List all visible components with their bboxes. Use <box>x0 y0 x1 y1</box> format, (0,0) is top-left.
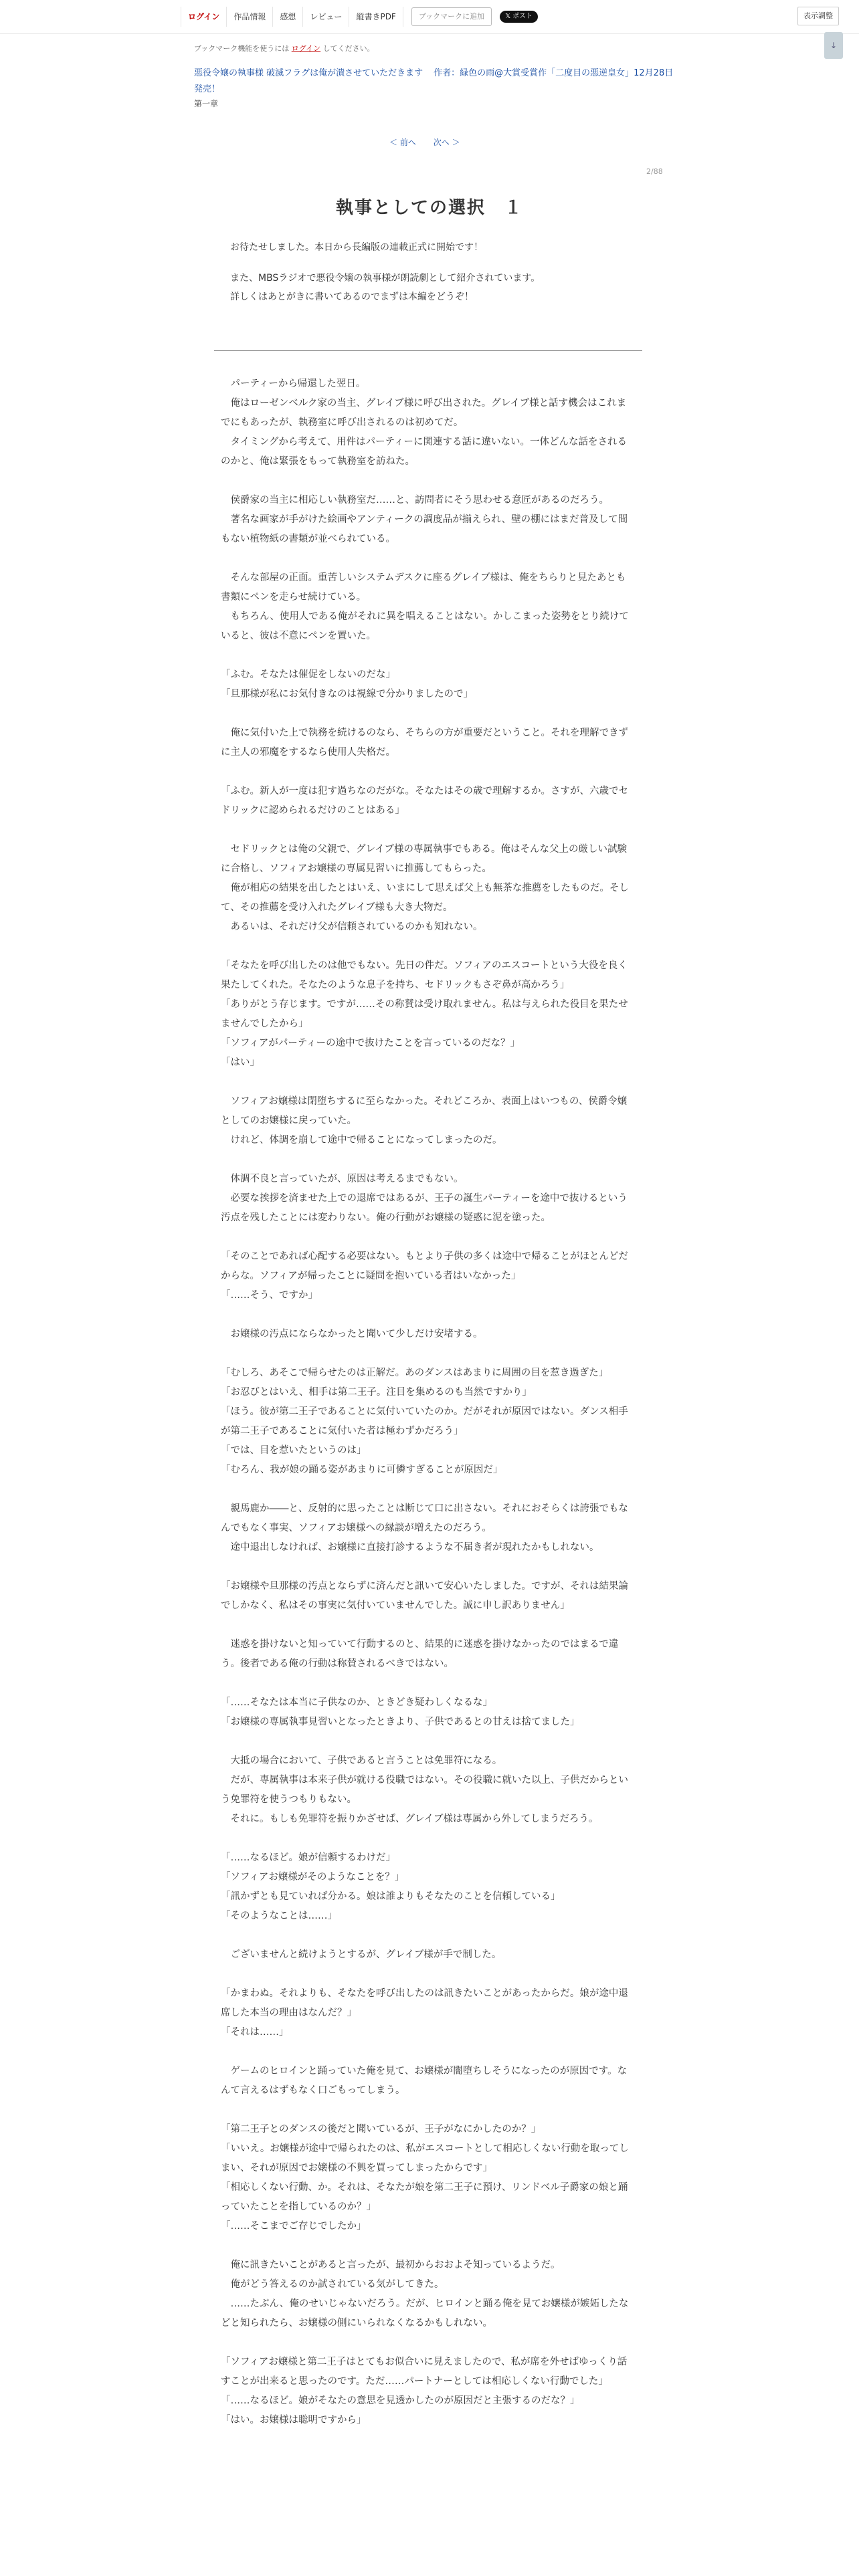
body-line: 「第二王子とのダンスの後だと聞いているが、王子がなにかしたのか？」 <box>221 2124 541 2135</box>
preface <box>221 238 649 306</box>
body-line: 親馬鹿か――と、反射的に思ったことは断じて口に出さない。それにおそらくは誇張でもなんでもなく事実、ソフィアお嬢様への縁談が増えたのだろう。 <box>221 1503 628 1533</box>
body-line: 「では、目を惹いたというのは」 <box>221 1445 367 1456</box>
paragraph-gap <box>221 937 636 956</box>
body-line: 「むしろ、あそこで帰らせたのは正解だ。あのダンスはあまりに周囲の目を惹き過ぎた」 <box>221 1368 609 1378</box>
body-paragraph <box>221 568 636 646</box>
body-line: もちろん、使用人である俺がそれに異を唱えることはない。かしこまった姿勢をとり続けていると、彼は不意にペンを置いた。 <box>221 611 629 641</box>
body-line: 「……なるほど。娘が信頼するわけだ」 <box>221 1852 395 1863</box>
body-line: お嬢様の汚点にならなかったと聞いて少しだけ安堵する。 <box>230 1329 483 1339</box>
nav-vertical-pdf-link[interactable]: 縦書きPDF <box>349 7 403 27</box>
body-line: 「お忍びとはいえ、相手は第二王子。注目を集めるのも当然ですかり」 <box>221 1387 532 1398</box>
body-line: 迷惑を掛けないと知っていて行動するのと、結果的に迷惑を掛けなかったのではまるで違う。後者である俺の行動は称賛されるべきではない。 <box>221 1639 619 1669</box>
body-paragraph <box>221 724 636 762</box>
novel-title-link[interactable]: 悪役令嬢の執事様 破滅フラグは俺が潰させていただきます <box>194 68 423 78</box>
body-paragraph <box>221 1635 636 1674</box>
paragraph-gap <box>221 762 636 782</box>
nav-impressions-link[interactable]: 感想 <box>273 7 303 27</box>
body-line: 「それは……」 <box>221 2027 289 2038</box>
body-paragraph <box>221 1325 636 1344</box>
body-line: ……たぶん、俺のせいじゃないだろう。だが、ヒロインと踊る俺を見てお嬢様が嫉妬したなどと知られたら、お嬢様の側にいられなくなるかもしれない。 <box>221 2298 629 2329</box>
body-line: 「……そこまでご存じでしたか」 <box>221 2221 367 2232</box>
body-paragraph <box>221 1092 636 1150</box>
body-paragraph <box>221 840 636 937</box>
body-line: ソフィアお嬢様は閉堕ちするに至らなかった。それどころか、表面上はいつもの、侯爵令嬢としてのお嬢様に戻っていた。 <box>221 1096 628 1126</box>
paragraph-gap <box>221 549 636 568</box>
body-line: そんな部屋の正面。重苦しいシステムデスクに座るグレイブ様は、俺をちらりと見たあとも書類にペンを走らせ続けている。 <box>221 572 626 603</box>
body-line: 「そなたを呼び出したのは他でもない。先日の件だ。ソフィアのエスコートという大役を良く果たしてくれた。そなたのような息子を持ち、セドリックもさぞ鼻が高かろう」 <box>221 960 628 990</box>
body-line: ございませんと続けようとするが、グレイブ様が手で制した。 <box>230 1949 502 1960</box>
body-line: 「……そう、ですか」 <box>221 1290 318 1301</box>
body-line: 「いいえ。お嬢様が途中で帰られたのは、私がエスコートとして相応しくない行動を取ってしまい、それが原因でお嬢様の不興を買ってしまったからです」 <box>221 2143 629 2173</box>
body-line: 必要な挨拶を済ませた上での退席ではあるが、王子の誕生パーティーを途中で抜けるという汚点を残したことには変わりない。俺の行動がお嬢様の疑惑に泥を塗った。 <box>221 1193 628 1223</box>
body-line: 「お嬢様や旦那様の汚点とならずに済んだと訊いて安心いたしました。ですが、それは結果論でしかなく、私はその事実に気付いていませんでした。誠に申し訳ありません」 <box>221 1581 628 1611</box>
paragraph-gap <box>221 1965 636 1984</box>
preface-line <box>221 257 649 269</box>
paragraph-gap <box>221 1073 636 1092</box>
body-line: 「ソフィアお嬢様と第二王子はとてもお似合いに見えましたので、私が席を外せばゆっくり話すことが出来ると思ったのです。ただ……パートナーとしては相応しくない行動でした」 <box>221 2357 628 2387</box>
body-line: 「そのことであれば心配する必要はない。もとより子供の多くは途中で帰ることがほとんどだからな。ソフィアが帰ったことに疑問を抱いている者はいなかった」 <box>221 1251 628 1281</box>
body-line: 「相応しくない行動、か。それは、そなたが娘を第二王子に預け、リンドベル子爵家の娘と踊っていたことを指しているのか？」 <box>221 2182 628 2212</box>
paragraph-gap <box>221 1558 636 1577</box>
paragraph-gap <box>221 1926 636 1945</box>
body-line: 「ふむ。新人が一度は犯す過ちなのだがな。そなたはその歳で理解するか。さすが、六歳でセドリックに認められるだけのことはある」 <box>221 786 628 816</box>
body-paragraph <box>221 2062 636 2101</box>
body-paragraph <box>221 1984 636 2042</box>
paragraph-gap <box>221 471 636 491</box>
paragraph-gap <box>221 1150 636 1170</box>
body-line: 「ほう。彼が第二王子であることに気付いていたのか。だがそれが原因ではない。ダンス相手が第二王子であることに気付いた者は極わずかだろう」 <box>221 1406 628 1436</box>
body-line: 「ソフィアがパーティーの途中で抜けたことを言っているのだな？」 <box>221 1038 520 1049</box>
bookmark-login-link[interactable]: ログイン <box>291 44 321 53</box>
body-line: 「むろん、我が娘の踊る姿があまりに可憐すぎることが原因だ」 <box>221 1465 503 1475</box>
paragraph-gap <box>221 1480 636 1499</box>
body-line: セドリックとは俺の父親で、グレイブ様の専属執事でもある。俺はそんな父上の厳しい試験に合格し、ソフィアお嬢様の専属見習いに推薦してもらった。 <box>221 844 627 874</box>
x-logo-icon: 𝕏 <box>505 13 511 20</box>
paragraph-gap <box>221 646 636 665</box>
arrow-down-icon: ↓ <box>830 41 838 50</box>
body-line: あるいは、それだけ父が信頼されているのかも知れない。 <box>230 922 483 932</box>
body-line: けれど、体調を崩して途中で帰ることになってしまったのだ。 <box>230 1135 502 1146</box>
body-line: タイミングから考えて、用件はパーティーに関連する話に違いない。一体どんな話をされるのかと、俺は緊張をもって執務室を訪ねた。 <box>221 437 627 467</box>
body-line: 俺はローゼンベルク家の当主、グレイブ様に呼び出された。グレイブ様と話す機会はこれまでにもあったが、執務室に呼び出されるのは初めてだ。 <box>221 398 627 428</box>
body-paragraph <box>221 1499 636 1558</box>
body-line: 大抵の場合において、子供であると言うことは免罪符になる。 <box>230 1755 502 1766</box>
body-line: 俺に訊きたいことがあると言ったが、最初からおおよそ知っているようだ。 <box>230 2260 561 2270</box>
paragraph-gap <box>221 1674 636 1693</box>
bookmark-note-text: ブックマーク機能を使うには <box>194 44 292 53</box>
preface-line: また、MBSラジオで悪役令嬢の執事様が朗読劇として紹介されています。 <box>230 273 541 284</box>
x-post-button[interactable] <box>500 11 538 23</box>
body-line: 「はい」 <box>221 1057 260 1068</box>
paragraph-gap <box>221 2101 636 2120</box>
body-line: 俺が相応の結果を出したとはいえ、いまにして思えば父上も無茶な推薦をしたものだ。そして、その推薦を受け入れたグレイブ様も大き大物だ。 <box>221 883 629 913</box>
paragraph-gap <box>221 1228 636 1247</box>
body-paragraph <box>221 491 636 549</box>
bookmark-note <box>194 43 375 53</box>
body-line: だが、専属執事は本来子供が就ける役職ではない。その役職に就いた以上、子供だからという免罪符を使うつもりもない。 <box>221 1775 628 1805</box>
main-nav <box>181 7 538 27</box>
body-paragraph <box>221 1945 636 1965</box>
body-paragraph <box>221 956 636 1073</box>
body-line: 途中退出しなければ、お嬢様に直接打診するような不届き者が現れたかもしれない。 <box>230 1542 599 1553</box>
body-paragraph <box>221 665 636 704</box>
body-paragraph <box>221 1751 636 1829</box>
body-paragraph <box>221 1247 636 1305</box>
body-paragraph <box>221 2353 636 2430</box>
chapter-label: 第一章 <box>194 99 219 108</box>
body-paragraph <box>221 1848 636 1926</box>
preface-divider <box>214 350 642 351</box>
episode-pager <box>385 135 464 149</box>
novel-info <box>194 66 676 98</box>
body-paragraph <box>221 1693 636 1732</box>
body-line: 「かまわぬ。それよりも、そなたを呼び出したのは訊きたいことがあったからだ。娘が途中退席した本当の理由はなんだ？」 <box>221 1988 628 2018</box>
body-line: ゲームのヒロインと踊っていた俺を見て、お嬢様が闇堕ちしそうになったのが原因です。なんて言えるはずもなく口ごもってしまう。 <box>221 2066 628 2096</box>
nav-review-link[interactable]: レビュー <box>303 7 349 27</box>
body-line: それに。もしも免罪符を振りかざせば、グレイブ様は専属から外してしまうだろう。 <box>230 1814 599 1824</box>
bookmark-add-button[interactable]: ブックマークに追加 <box>411 7 492 26</box>
body-line: 「……そなたは本当に子供なのか、ときどき疑わしくなるな」 <box>221 1697 492 1708</box>
body-line: 「……なるほど。娘がそなたの意思を見透かしたのが原因だと主張するのだな？」 <box>221 2395 580 2406</box>
scroll-down-button[interactable] <box>824 32 843 59</box>
bookmark-note-text-end: してください。 <box>320 44 375 53</box>
display-settings-button[interactable]: 表示調整 <box>797 7 839 25</box>
body-line: 「はい。お嬢様は聡明ですから」 <box>221 2415 367 2426</box>
body-paragraph <box>221 1364 636 1480</box>
nav-login-link[interactable]: ログイン <box>181 7 227 27</box>
body-line: 侯爵家の当主に相応しい執務室だ……と、訪問者にそう思わせる意匠があるのだろう。 <box>230 495 609 506</box>
body-line: 体調不良と言っていたが、原因は考えるまでもない。 <box>230 1174 464 1184</box>
top-bar <box>0 0 859 34</box>
author-link[interactable]: 作者：緑色の雨@大賞受賞作「二度目の悪逆皇女」12月28日発売！ <box>194 68 674 94</box>
body-line: 「お嬢様の専属執事見習いとなったときより、子供であるとの甘えは捨てました」 <box>221 1717 580 1727</box>
paragraph-gap <box>221 1616 636 1635</box>
body-line: 「ソフィアお嬢様がそのようなことを？」 <box>221 1872 405 1883</box>
paragraph-gap <box>221 704 636 724</box>
paragraph-gap <box>221 2236 636 2256</box>
body-line: 「ありがとう存じます。ですが……その称賛は受け取れません。私は与えられた役目を果たせませんでしたから」 <box>221 999 628 1029</box>
body-line: 「そのようなことは……」 <box>221 1911 337 1921</box>
body-paragraph <box>221 374 636 471</box>
body-line: パーティーから帰還した翌日。 <box>230 379 366 389</box>
paragraph-gap <box>221 2333 636 2353</box>
page-number: 2/88 <box>646 167 663 176</box>
episode-title: 執事としての選択 １ <box>335 198 523 218</box>
body-paragraph <box>221 2256 636 2333</box>
body-line: 俺がどう答えるのか試されている気がしてきた。 <box>230 2279 444 2290</box>
body-line: 著名な画家が手がけた絵画やアンティークの調度品が揃えられ、壁の棚にはまだ普及して間もない植物紙の書類が並べられている。 <box>221 514 628 544</box>
paragraph-gap <box>221 1344 636 1364</box>
paragraph-gap <box>221 2042 636 2062</box>
next-episode-link[interactable]: 次へ ＞ <box>433 138 460 147</box>
paragraph-gap <box>221 1829 636 1848</box>
paragraph-gap <box>221 821 636 840</box>
paragraph-gap <box>221 1732 636 1751</box>
preface-line: 詳しくはあとがきに書いてあるのでまずは本編をどうぞ！ <box>230 292 474 302</box>
body-line: 俺に気付いた上で執務を続けるのなら、そちらの方が重要だということ。それを理解できずに主人の邪魔をするなら使用人失格だ。 <box>221 728 628 758</box>
body-line: 「訊かずとも見ていれば分かる。娘は誰よりもそなたのことを信頼している」 <box>221 1891 561 1902</box>
prev-episode-link[interactable]: ＜ 前へ <box>389 138 416 147</box>
nav-novel-info-link[interactable]: 作品情報 <box>227 7 273 27</box>
body-paragraph <box>221 1577 636 1616</box>
paragraph-gap <box>221 1305 636 1325</box>
episode-body <box>221 374 636 2430</box>
body-line: 「旦那様が私にお気付きなのは視線で分かりましたので」 <box>221 689 473 700</box>
body-line: 「ふむ。そなたは催促をしないのだな」 <box>221 669 395 680</box>
x-post-label: ポスト <box>512 13 533 20</box>
body-paragraph <box>221 1170 636 1228</box>
preface-line: お待たせしました。本日から長編版の連載正式に開始です！ <box>230 242 483 253</box>
body-paragraph <box>221 2120 636 2236</box>
body-paragraph <box>221 782 636 821</box>
